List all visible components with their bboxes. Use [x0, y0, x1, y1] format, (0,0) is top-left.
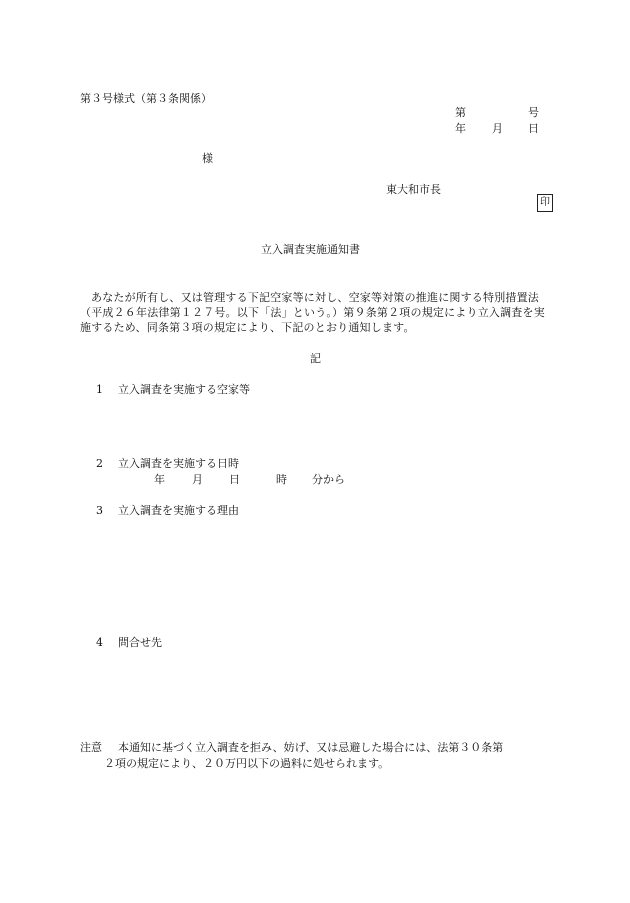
doc-number-go: 号	[528, 106, 539, 119]
item-3-label: 立入調査を実施する理由	[118, 504, 239, 517]
form-number: 第３号様式（第３条関係）	[80, 92, 212, 105]
item-4-number: 4	[96, 636, 103, 649]
note-line-1: 本通知に基づく立入調査を拒み、妨げ、又は忌避した場合には、法第３０条第	[118, 741, 504, 754]
body-paragraph: あなたが所有し、又は管理する下記空家等に対し、空家等対策の推進に関する特別措置法（平成２６年法律第１２７号。以下「法」という。）第９条第２項の規定により立入調査を実施するため、同条第３項の規定により、下記のとおり通知します。	[80, 291, 545, 334]
item-1-label: 立入調査を実施する空家等	[118, 383, 250, 396]
item-2-label: 立入調査を実施する日時	[118, 457, 239, 470]
date-month: 月	[492, 122, 503, 135]
date-day: 日	[528, 122, 539, 135]
item-4-label: 問合せ先	[118, 636, 162, 649]
datetime-hour: 時	[276, 473, 287, 486]
note-line-2: ２項の規定により、２０万円以下の過料に処せられます。	[104, 757, 390, 770]
date-year: 年	[455, 122, 466, 135]
datetime-month: 月	[192, 473, 203, 486]
datetime-day: 日	[229, 473, 240, 486]
item-3-number: 3	[96, 504, 103, 517]
item-1-number: 1	[96, 383, 103, 396]
datetime-year: 年	[154, 473, 165, 486]
note-label: 注意	[80, 741, 102, 754]
issuer: 東大和市長	[386, 183, 441, 196]
addressee-suffix: 様	[202, 152, 213, 165]
item-2-number: 2	[96, 457, 103, 470]
document-title: 立入調査実施通知書	[261, 243, 360, 256]
datetime-minute-from: 分から	[312, 473, 345, 486]
doc-number-dai: 第	[455, 106, 466, 119]
seal-box: 印	[537, 194, 553, 212]
ki-heading: 記	[310, 352, 321, 365]
